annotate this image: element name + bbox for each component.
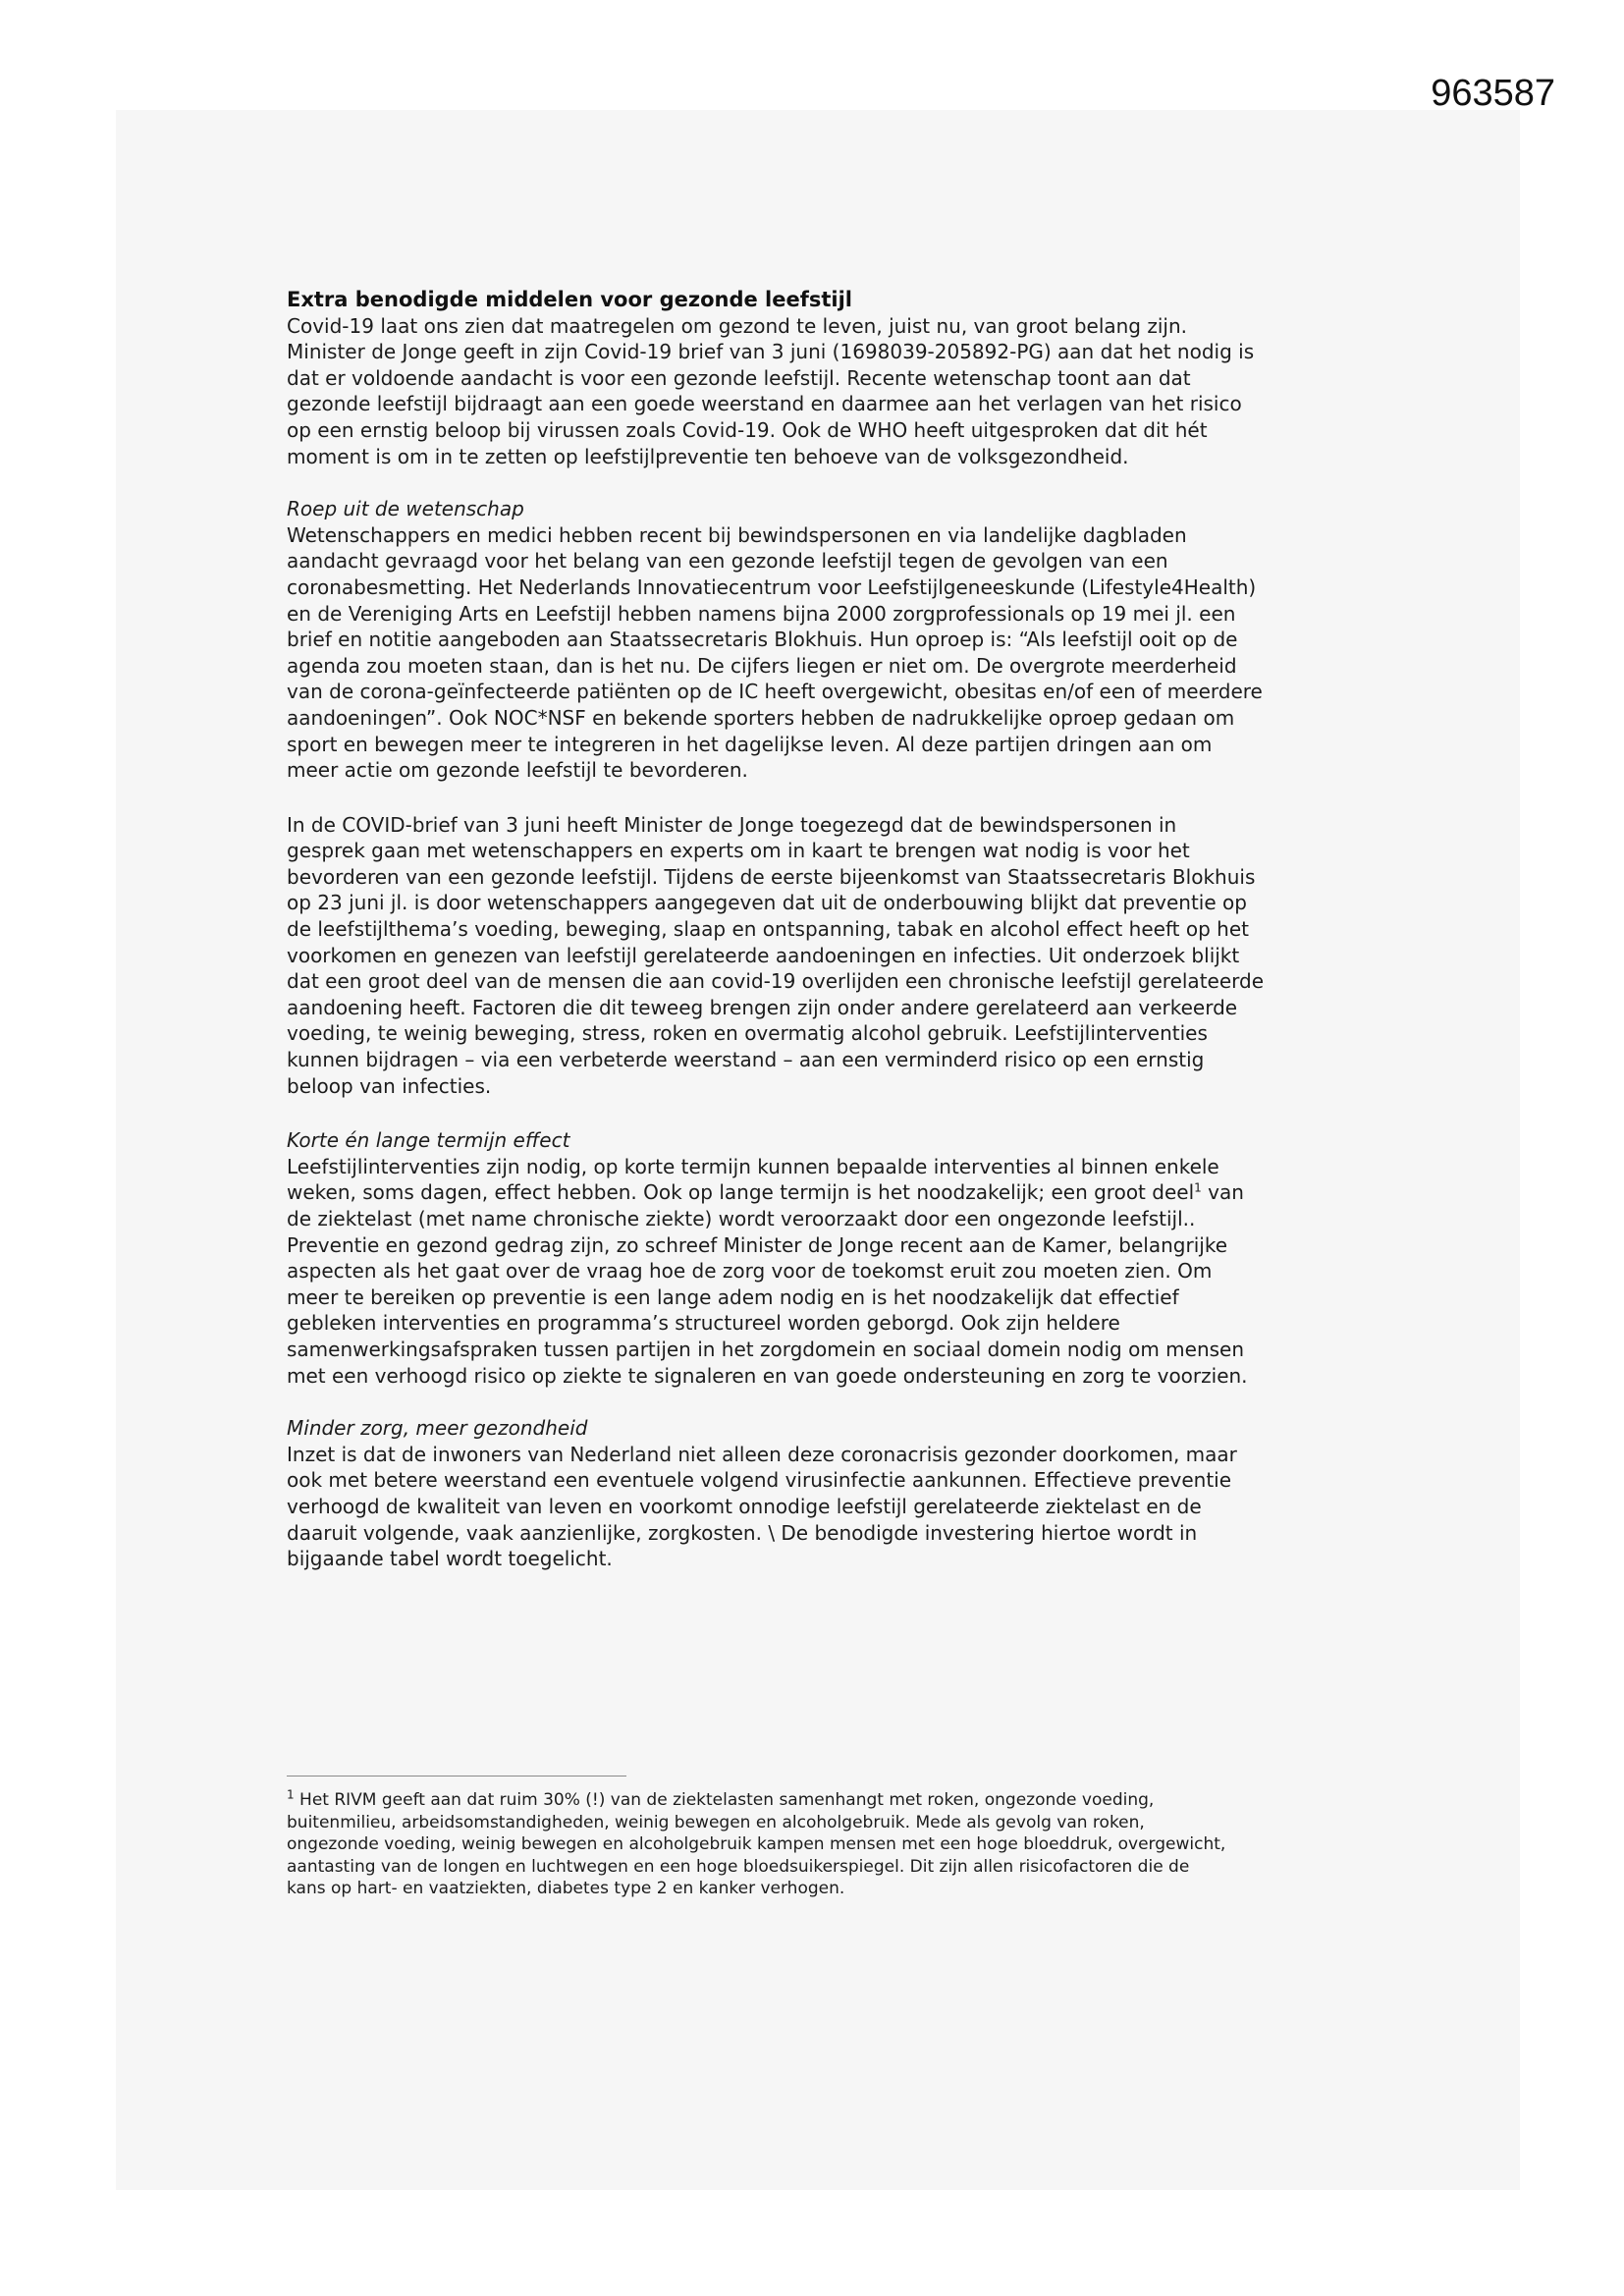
text-line: Leefstijlinterventies zijn nodig, op korte termijn kunnen bepaalde interventies al binnen enkele [287, 1154, 1219, 1178]
text-line: Covid-19 laat ons zien dat maatregelen om gezond te leven, juist nu, van groot belang zijn. [287, 313, 1188, 338]
text-line: aandoeningen”. Ook NOC*NSF en bekende sporters hebben de nadrukkelijke oproep gedaan om [287, 705, 1235, 730]
minder-zorg-paragraph [287, 1442, 1357, 1572]
text-line: dat een groot deel van de mensen die aan covid-19 overlijden een chronische leefstijl gerelateerde [287, 969, 1265, 994]
document-body [287, 287, 1357, 1572]
footnote [287, 1789, 1318, 1900]
text-line: voorkomen en genezen van leefstijl gerelateerde aandoeningen en infecties. Uit onderzoek blijkt [287, 943, 1240, 967]
footnote-reference[interactable]: 1 [1194, 1180, 1202, 1195]
footnote-marker: 1 [287, 1787, 295, 1802]
text-line: de ziektelast (met name chronische ziekte) wordt veroorzaakt door een ongezonde leefstijl.. [287, 1207, 1196, 1230]
footnote-separator [287, 1776, 626, 1777]
text-line: op een ernstig beloop bij virussen zoals Covid-19. Ook de WHO heeft uitgesproken dat dit hét [287, 417, 1208, 442]
text-line: ook met betere weerstand een eventuele volgend virusinfectie aankunnen. Effectieve preventie [287, 1468, 1232, 1493]
text-line: aspecten als het gaat over de vraag hoe de zorg voor de toekomst eruit zou moeten zien. Om [287, 1259, 1213, 1284]
text-line: Inzet is dat de inwoners van Nederland niet alleen deze coronacrisis gezonder doorkomen, maar [287, 1442, 1237, 1466]
text-line: van de corona-geïnfecteerde patiënten op de IC heeft overgewicht, obesitas en/of een of meerdere [287, 680, 1263, 704]
text-line: gesprek gaan met wetenschappers en experts om in kaart te brengen wat nodig is voor het [287, 839, 1190, 863]
intro-paragraph [287, 313, 1357, 470]
text-line: beloop van infecties. [287, 1073, 492, 1098]
footnote-line: buitenmilieu, arbeidsomstandigheden, weinig bewegen en alcoholgebruik. Mede als gevolg van roken, [287, 1812, 1145, 1832]
covid-brief-paragraph [287, 812, 1357, 1100]
text-line: bevorderen van een gezonde leefstijl. Tijdens de eerste bijeenkomst van Staatssecretaris Blokhuis [287, 864, 1256, 889]
text-line: verhoogd de kwaliteit van leven en voorkomt onnodige leefstijl gerelateerde ziektelast en de [287, 1494, 1202, 1518]
text-line: meer actie om gezonde leefstijl te bevorderen. [287, 758, 748, 783]
roep-paragraph [287, 522, 1357, 784]
footnote-line: aantasting van de longen en luchtwegen en een hoge bloedsuikerspiegel. Dit zijn allen risicofactoren die de [287, 1856, 1190, 1877]
text-line: bijgaande tabel wordt toegelicht. [287, 1547, 613, 1571]
text-line: gebleken interventies en programma’s structureel worden geborgd. Ook zijn heldere [287, 1311, 1120, 1336]
footnote-line: ongezonde voeding, weinig bewegen en alcoholgebruik kampen mensen met een hoge bloeddruk, overgewicht, [287, 1834, 1226, 1855]
text-line: aandoening heeft. Factoren die dit teweeg brengen zijn onder andere gerelateerd aan verkeerde [287, 995, 1238, 1019]
text-line: kunnen bijdragen – via een verbeterde weerstand – aan een verminderd risico op een ernstig [287, 1048, 1205, 1072]
text-line: samenwerkingsafspraken tussen partijen in het zorgdomein en sociaal domein nodig om mensen [287, 1337, 1245, 1361]
text-line: aandacht gevraagd voor het belang van een gezonde leefstijl tegen de gevolgen van een [287, 549, 1168, 574]
text-line: In de COVID-brief van 3 juni heeft Minister de Jonge toegezegd dat de bewindspersonen in [287, 812, 1177, 837]
text-line: meer te bereiken op preventie is een lange adem nodig en is het noodzakelijk dat effectief [287, 1285, 1179, 1309]
text-line: gezonde leefstijl bijdraagt aan een goede weerstand en daarmee aan het verlagen van het risico [287, 392, 1242, 416]
text-segment: van [1201, 1180, 1244, 1205]
text-segment: Het RIVM geeft aan dat ruim 30% (!) van de ziektelasten samenhangt met roken, ongezonde voeding, [294, 1790, 1155, 1810]
section-heading: Extra benodigde middelen voor gezonde leefstijl [287, 288, 852, 311]
text-line: voeding, te weinig beweging, stress, roken en overmatig alcohol gebruik. Leefstijlinterventies [287, 1021, 1208, 1046]
text-line: op 23 juni jl. is door wetenschappers aangegeven dat uit de onderbouwing blijkt dat preventie op [287, 891, 1247, 915]
text-line: Wetenschappers en medici hebben recent bij bewindspersonen en via landelijke dagbladen [287, 522, 1187, 547]
text-line: Preventie en gezond gedrag zijn, zo schreef Minister de Jonge recent aan de Kamer, belangrijke [287, 1232, 1227, 1257]
text-segment: weken, soms dagen, effect hebben. Ook op lange termijn is het noodzakelijk; een groot deel [287, 1180, 1195, 1205]
footnote-line [287, 1789, 1318, 1812]
termijn-paragraph [287, 1154, 1357, 1389]
text-line: brief en notitie aangeboden aan Staatssecretaris Blokhuis. Hun oproep is: “Als leefstijl ooit op de [287, 628, 1238, 652]
subheading-minder-zorg: Minder zorg, meer gezondheid [287, 1416, 588, 1441]
text-line: Minister de Jonge geeft in zijn Covid-19 brief van 3 juni (1698039-205892-PG) aan dat het nodig is [287, 340, 1255, 364]
text-line: daaruit volgende, vaak aanzienlijke, zorgkosten. \ De benodigde investering hiertoe wordt in [287, 1520, 1198, 1545]
subheading-roep: Roep uit de wetenschap [287, 497, 524, 521]
subheading-korte-lange-termijn: Korte én lange termijn effect [287, 1128, 570, 1153]
text-line: coronabesmetting. Het Nederlands Innovatiecentrum voor Leefstijlgeneeskunde (Lifestyle4Health) [287, 574, 1257, 599]
text-line: dat er voldoende aandacht is voor een gezonde leefstijl. Recente wetenschap toont aan dat [287, 365, 1191, 390]
text-line: de leefstijlthema’s voeding, beweging, slaap en ontspanning, tabak en alcohol effect heeft op het [287, 917, 1249, 942]
text-line: sport en bewegen meer te integreren in het dagelijkse leven. Al deze partijen dringen aan om [287, 732, 1213, 756]
text-line: met een verhoogd risico op ziekte te signaleren en van goede ondersteuning en zorg te voorzien. [287, 1363, 1248, 1388]
document-number: 963587 [1431, 73, 1555, 114]
text-line: en de Vereniging Arts en Leefstijl hebben namens bijna 2000 zorgprofessionals op 19 mei jl. een [287, 601, 1236, 626]
footnote-line: kans op hart- en vaatziekten, diabetes type 2 en kanker verhogen. [287, 1879, 845, 1899]
text-line: moment is om in te zetten op leefstijlpreventie ten behoeve van de volksgezondheid. [287, 444, 1129, 468]
text-line-with-footnote [287, 1179, 1357, 1206]
text-line: agenda zou moeten staan, dan is het nu. De cijfers liegen er niet om. De overgrote meerderheid [287, 653, 1237, 678]
